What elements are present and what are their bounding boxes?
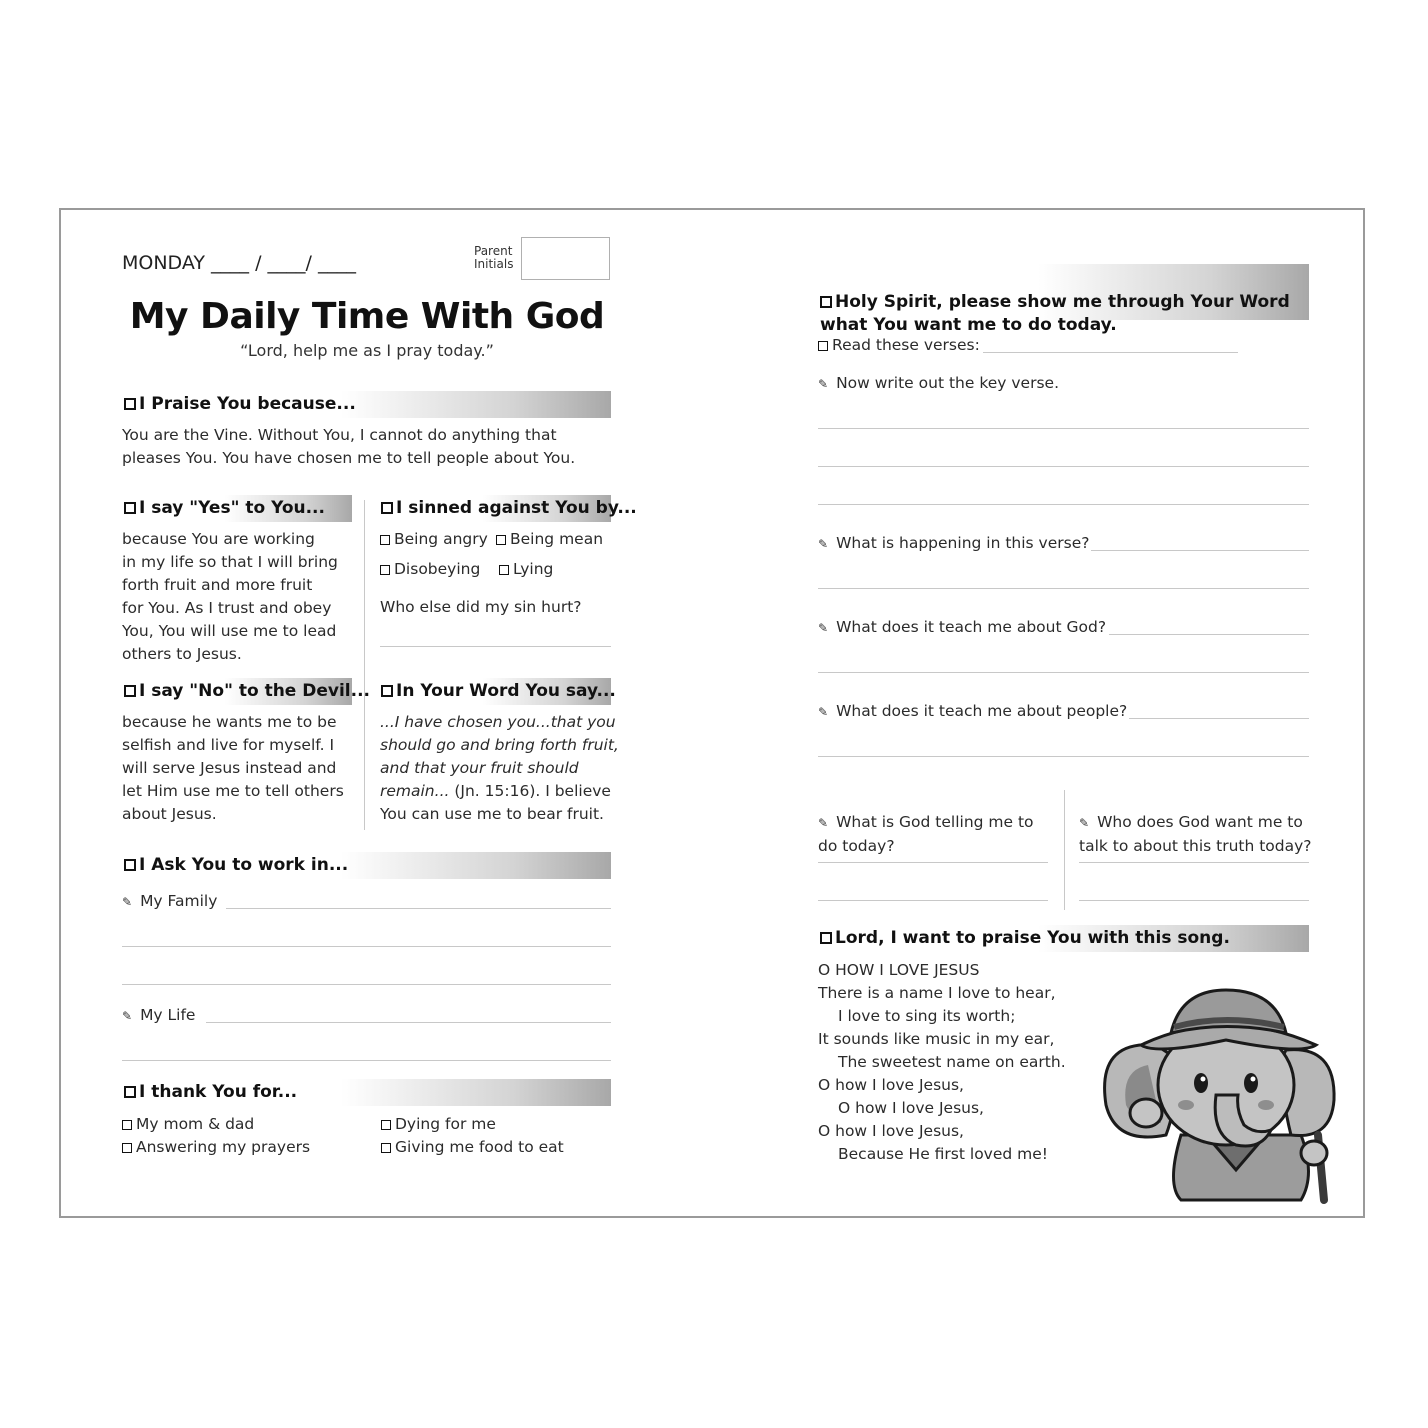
right-column-divider [1064, 790, 1065, 910]
parent-initials-label: Parent Initials [474, 244, 514, 271]
no-heading: I say "No" to the Devil... [120, 678, 352, 705]
yes-heading: I say "Yes" to You... [120, 495, 352, 522]
song-line: There is a name I love to hear, [818, 984, 1056, 1002]
life-line-1[interactable] [206, 1022, 611, 1023]
dying-checkbox[interactable] [381, 1120, 391, 1130]
thank-checkbox[interactable] [124, 1086, 136, 1098]
song-line: The sweetest name on earth. [838, 1053, 1066, 1071]
who-prompt: ✎ Who does God want me to talk to about this truth today? [1079, 813, 1312, 855]
song-heading: Lord, I want to praise You with this song. [816, 925, 1309, 952]
god-line-1[interactable] [1109, 634, 1309, 635]
happening-line-2[interactable] [818, 588, 1309, 589]
song-lyrics [818, 959, 1066, 1166]
parents-checkbox[interactable] [122, 1120, 132, 1130]
god-prompt: ✎ What does it teach me about God? [818, 618, 1107, 636]
elephant-explorer-illustration [1086, 985, 1346, 1205]
song-checkbox[interactable] [820, 932, 832, 944]
read-verses-line[interactable] [983, 352, 1238, 353]
sinned-checkbox[interactable] [381, 502, 393, 514]
song-line: Because He first loved me! [838, 1145, 1048, 1163]
read-verses-checkbox[interactable] [818, 341, 828, 351]
sin-option-lying[interactable]: Lying [499, 560, 553, 578]
spirit-heading: Holy Spirit, please show me through Your Word what You want me to do today. [816, 264, 1309, 320]
song-line: It sounds like music in my ear, [818, 1030, 1055, 1048]
spirit-checkbox[interactable] [820, 296, 832, 308]
word-checkbox[interactable] [381, 685, 393, 697]
pencil-icon: ✎ [1079, 816, 1090, 830]
parent-initials-box[interactable] [521, 237, 610, 280]
worksheet-spread [59, 208, 1365, 1218]
word-heading: In Your Word You say... [377, 678, 611, 705]
family-line-2[interactable] [122, 946, 611, 947]
ask-heading: I Ask You to work in... [120, 852, 611, 879]
pencil-icon: ✎ [818, 705, 829, 719]
verse-quote: ...I have chosen you...that you should go and bring forth fruit, and that your fruit should remain... [380, 713, 619, 800]
life-line-2[interactable] [122, 1060, 611, 1061]
prayers-checkbox[interactable] [122, 1143, 132, 1153]
ask-life-prompt: ✎ My Life [122, 1006, 196, 1024]
sinned-heading: I sinned against You by... [377, 495, 611, 522]
read-verses-prompt: Read these verses: [818, 336, 980, 354]
praise-checkbox[interactable] [124, 398, 136, 410]
thank-item-parents[interactable]: My mom & dad [122, 1115, 254, 1133]
sin-option-mean[interactable]: Being mean [496, 530, 603, 548]
column-divider [364, 500, 365, 830]
song-line: O how I love Jesus, [838, 1099, 984, 1117]
pencil-icon: ✎ [818, 816, 829, 830]
people-line-1[interactable] [1129, 718, 1309, 719]
pencil-icon: ✎ [818, 537, 829, 551]
sin-hurt-answer-line[interactable] [380, 646, 611, 647]
thank-item-prayers[interactable]: Answering my prayers [122, 1138, 310, 1156]
song-line: O HOW I LOVE JESUS [818, 961, 980, 979]
sin-option-angry[interactable]: Being angry [380, 530, 488, 548]
song-line: I love to sing its worth; [838, 1007, 1016, 1025]
song-line: O how I love Jesus, [818, 1122, 964, 1140]
yes-text: because You are working in my life so that I will bring forth fruit and more fruit for You. As I trust and obey You, You will use me to lead others to Jesus. [122, 530, 338, 663]
song-line: O how I love Jesus, [818, 1076, 964, 1094]
telling-line-1[interactable] [818, 862, 1048, 863]
people-prompt: ✎ What does it teach me about people? [818, 702, 1128, 720]
food-checkbox[interactable] [381, 1143, 391, 1153]
verse-reference: (Jn. 15:16). I believe [449, 782, 611, 800]
sin-hurt-question: Who else did my sin hurt? [380, 598, 582, 616]
ask-family-prompt: ✎ My Family [122, 892, 218, 910]
who-line-2[interactable] [1079, 900, 1309, 901]
sin-option-disobeying[interactable]: Disobeying [380, 560, 480, 578]
page-subtitle: “Lord, help me as I pray today.” [240, 341, 494, 360]
telling-line-2[interactable] [818, 900, 1048, 901]
people-line-2[interactable] [818, 756, 1309, 757]
god-line-2[interactable] [818, 672, 1309, 673]
happening-line-1[interactable] [1091, 550, 1309, 551]
praise-text: You are the Vine. Without You, I cannot do anything that pleases You. You have chosen me to tell people about You. [122, 426, 576, 467]
yes-checkbox[interactable] [124, 502, 136, 514]
write-verse-prompt: ✎ Now write out the key verse. [818, 374, 1059, 392]
no-checkbox[interactable] [124, 685, 136, 697]
who-line-1[interactable] [1079, 862, 1309, 863]
mean-checkbox[interactable] [496, 535, 506, 545]
date-line[interactable]: MONDAY ____ / ____/ ____ [122, 252, 356, 274]
thank-item-food[interactable]: Giving me food to eat [381, 1138, 564, 1156]
telling-prompt: ✎ What is God telling me to do today? [818, 813, 1034, 855]
verse-belief: You can use me to bear fruit. [380, 805, 604, 823]
verse-line-2[interactable] [818, 466, 1309, 467]
pencil-icon: ✎ [122, 895, 133, 909]
family-line-3[interactable] [122, 984, 611, 985]
word-text [380, 711, 620, 826]
pencil-icon: ✎ [818, 621, 829, 635]
no-text: because he wants me to be selfish and live for myself. I will serve Jesus instead and let Him use me to tell others about Jesus. [122, 713, 344, 823]
thank-item-dying[interactable]: Dying for me [381, 1115, 496, 1133]
pencil-icon: ✎ [818, 377, 829, 391]
family-line-1[interactable] [226, 908, 611, 909]
praise-heading: I Praise You because... [120, 391, 611, 418]
happening-prompt: ✎ What is happening in this verse? [818, 534, 1090, 552]
page-title: My Daily Time With God [129, 296, 605, 337]
verse-line-1[interactable] [818, 428, 1309, 429]
thank-heading: I thank You for... [120, 1079, 611, 1106]
pencil-icon: ✎ [122, 1009, 133, 1023]
disobeying-checkbox[interactable] [380, 565, 390, 575]
ask-checkbox[interactable] [124, 859, 136, 871]
lying-checkbox[interactable] [499, 565, 509, 575]
angry-checkbox[interactable] [380, 535, 390, 545]
verse-line-3[interactable] [818, 504, 1309, 505]
